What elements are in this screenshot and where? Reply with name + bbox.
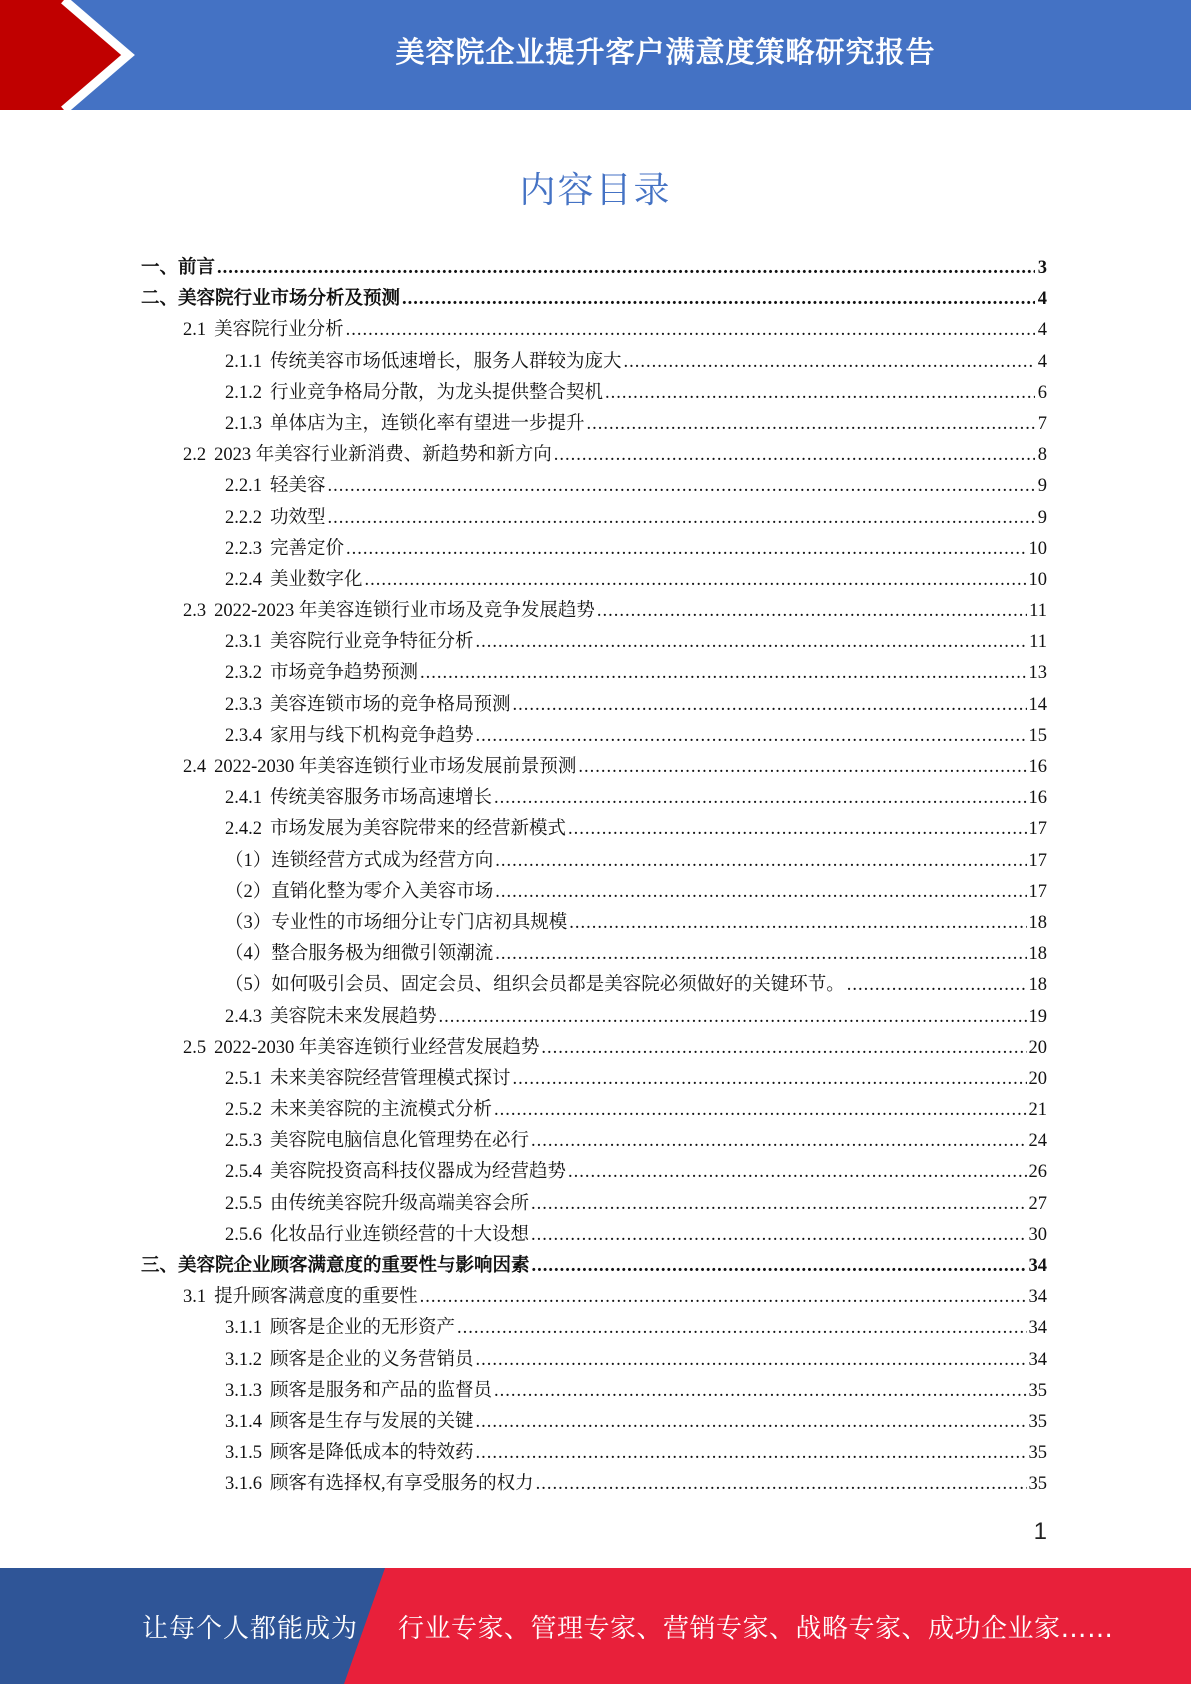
toc-entry-number: 2.3 bbox=[183, 601, 207, 622]
toc-dot-leader bbox=[476, 1412, 1027, 1433]
toc-entry-number: 2.4.2 bbox=[225, 819, 262, 840]
toc-entry-title: 化妆品行业连锁经营的十大设想 bbox=[270, 1224, 530, 1245]
toc-entry-number: 2.2 bbox=[183, 445, 207, 466]
toc-entry-title: 2022-2030 年美容连锁行业市场发展前景预测 bbox=[214, 757, 577, 777]
toc-entry[interactable] bbox=[141, 1220, 1047, 1251]
toc-dot-leader bbox=[597, 601, 1027, 622]
toc-dot-leader bbox=[346, 320, 1035, 341]
toc-entry-number: 2.3.3 bbox=[225, 694, 262, 715]
toc-dot-leader bbox=[495, 882, 1026, 903]
toc-entry[interactable] bbox=[141, 471, 1047, 502]
toc-dot-leader bbox=[531, 1194, 1026, 1215]
toc-entry-number: （3） bbox=[225, 912, 272, 933]
header-banner bbox=[0, 0, 1191, 110]
toc-entry-title: 顾客是企业的无形资产 bbox=[270, 1318, 456, 1339]
toc-entry-title: 市场发展为美容院带来的经营新模式 bbox=[270, 819, 567, 840]
toc-entry-number: 2.1.2 bbox=[225, 382, 262, 403]
footer-banner bbox=[0, 1568, 1191, 1684]
toc-entry[interactable] bbox=[141, 908, 1047, 939]
toc-entry[interactable] bbox=[141, 1438, 1047, 1469]
header-arrow-decoration bbox=[0, 0, 160, 110]
toc-entry-number: （1） bbox=[225, 850, 272, 871]
toc-entry[interactable] bbox=[141, 1469, 1047, 1500]
toc-entry-page: 35 bbox=[1028, 1443, 1047, 1464]
toc-entry[interactable] bbox=[141, 721, 1047, 752]
page-number: 1 bbox=[1033, 1518, 1047, 1545]
toc-entry[interactable] bbox=[141, 1126, 1047, 1157]
toc-entry-page: 20 bbox=[1028, 1068, 1047, 1089]
toc-entry-page: 34 bbox=[1028, 1287, 1047, 1308]
toc-dot-leader bbox=[587, 414, 1035, 435]
report-title: 美容院企业提升客户满意度策略研究报告 bbox=[395, 34, 936, 69]
toc-entry-page: 26 bbox=[1028, 1162, 1047, 1183]
toc-dot-leader bbox=[605, 383, 1035, 404]
toc-entry-title: 美业数字化 bbox=[270, 569, 363, 590]
toc-entry[interactable] bbox=[141, 1282, 1047, 1313]
toc-dot-leader bbox=[476, 1350, 1027, 1371]
footer-slogan-right: 行业专家、管理专家、营销专家、战略专家、成功企业家…… bbox=[398, 1613, 1114, 1644]
toc-entry-page: 11 bbox=[1029, 601, 1047, 622]
toc-entry-title: 行业竞争格局分散，为龙头提供整合契机 bbox=[270, 382, 604, 403]
toc-entry-number: 3.1.5 bbox=[225, 1443, 262, 1464]
toc-entry-title: 顾客是生存与发展的关键 bbox=[270, 1411, 474, 1432]
toc-dot-leader bbox=[578, 757, 1026, 778]
toc-entry[interactable] bbox=[141, 253, 1047, 284]
toc-entry-number: 2.3.2 bbox=[225, 663, 262, 684]
toc-entry-title: 完善定价 bbox=[270, 538, 345, 559]
toc-entry-page: 14 bbox=[1028, 694, 1047, 715]
toc-entry-page: 10 bbox=[1028, 569, 1047, 590]
toc-entry[interactable] bbox=[141, 1407, 1047, 1438]
toc-entry-number: 2.1.1 bbox=[225, 351, 262, 372]
toc-dot-leader bbox=[328, 508, 1035, 529]
toc-entry[interactable] bbox=[141, 315, 1047, 346]
toc-dot-leader bbox=[439, 1007, 1027, 1028]
toc-entry-page: 4 bbox=[1037, 351, 1047, 372]
toc-dot-leader bbox=[532, 1256, 1027, 1277]
toc-dot-leader bbox=[402, 289, 1035, 310]
toc-entry-number: 2.5.5 bbox=[225, 1193, 262, 1214]
toc-entry-number: 三、 bbox=[141, 1256, 179, 1276]
toc-dot-leader bbox=[568, 819, 1026, 840]
toc-entry-title: 美容院行业市场分析及预测 bbox=[178, 289, 401, 310]
toc-entry-page: 16 bbox=[1028, 757, 1047, 777]
toc-entry-page: 8 bbox=[1037, 445, 1047, 466]
toc-entry-number: 2.4.3 bbox=[225, 1006, 262, 1027]
toc-entry-page: 9 bbox=[1037, 476, 1047, 497]
toc-entry[interactable] bbox=[141, 409, 1047, 440]
toc-entry-number: 2.2.1 bbox=[225, 476, 262, 497]
toc-entry[interactable] bbox=[141, 284, 1047, 315]
toc-entry[interactable] bbox=[141, 814, 1047, 845]
toc-entry-number: 2.2.4 bbox=[225, 569, 262, 590]
toc-dot-leader bbox=[513, 695, 1027, 716]
toc-entry[interactable] bbox=[141, 1002, 1047, 1033]
toc-entry[interactable] bbox=[141, 1064, 1047, 1095]
toc-entry-title: 市场竞争趋势预测 bbox=[270, 663, 419, 684]
toc-entry-title: 专业性的市场细分让专门店初具规模 bbox=[271, 912, 568, 933]
toc-entry-title: 前言 bbox=[178, 258, 216, 278]
toc-entry[interactable] bbox=[141, 846, 1047, 877]
toc-dot-leader bbox=[513, 1069, 1027, 1090]
toc-entry-title: 直销化整为零介入美容市场 bbox=[271, 881, 494, 902]
toc-entry-number: 2.5 bbox=[183, 1037, 207, 1058]
toc-dot-leader bbox=[420, 1287, 1027, 1308]
toc-entry-page: 4 bbox=[1037, 320, 1047, 341]
toc-entry-number: 2.5.4 bbox=[225, 1162, 262, 1183]
toc-entry-number: 2.4 bbox=[183, 757, 207, 777]
toc-entry-number: （2） bbox=[225, 881, 272, 902]
toc-entry-page: 17 bbox=[1028, 850, 1047, 871]
toc-entry-title: 美容院企业顾客满意度的重要性与影响因素 bbox=[178, 1256, 530, 1276]
toc-entry-title: 美容院未来发展趋势 bbox=[270, 1006, 437, 1027]
toc-entry[interactable] bbox=[141, 347, 1047, 378]
toc-entry[interactable] bbox=[141, 658, 1047, 689]
toc-dot-leader bbox=[476, 726, 1027, 747]
toc-entry-number: 2.5.2 bbox=[225, 1100, 262, 1121]
toc-entry-page: 13 bbox=[1028, 663, 1047, 684]
toc-dot-leader bbox=[346, 539, 1026, 560]
toc-entry-page: 35 bbox=[1028, 1474, 1047, 1495]
toc-entry-page: 34 bbox=[1028, 1318, 1047, 1339]
toc-entry-title: 美容院电脑信息化管理势在必行 bbox=[270, 1131, 530, 1152]
toc-entry-title: 轻美容 bbox=[270, 476, 326, 497]
toc-entry[interactable] bbox=[141, 596, 1047, 627]
toc-entry-page: 17 bbox=[1028, 881, 1047, 902]
toc-entry[interactable] bbox=[141, 1189, 1047, 1220]
toc-entry-number: 2.2.2 bbox=[225, 507, 262, 528]
toc-entry-number: 3.1.6 bbox=[225, 1474, 262, 1495]
toc-entry[interactable] bbox=[141, 440, 1047, 471]
toc-entry-page: 35 bbox=[1028, 1380, 1047, 1401]
toc-entry[interactable] bbox=[141, 565, 1047, 596]
toc-dot-leader bbox=[365, 570, 1027, 591]
toc-entry-title: 美容院投资高科技仪器成为经营趋势 bbox=[270, 1162, 567, 1183]
toc-entry-title: 2022-2023 年美容连锁行业市场及竞争发展趋势 bbox=[214, 601, 595, 622]
toc-dot-leader bbox=[217, 258, 1035, 279]
toc-entry-title: 功效型 bbox=[270, 507, 326, 528]
toc-entry-number: 2.3.4 bbox=[225, 725, 262, 746]
toc-entry-number: 2.3.1 bbox=[225, 632, 262, 653]
toc-entry-number: 2.5.6 bbox=[225, 1224, 262, 1245]
toc-entry-number: 2.5.1 bbox=[225, 1068, 262, 1089]
toc-entry-title: 未来美容院经营管理模式探讨 bbox=[270, 1068, 511, 1089]
toc-entry[interactable] bbox=[141, 1313, 1047, 1344]
toc-dot-leader bbox=[495, 851, 1026, 872]
toc-entry-title: 传统美容市场低速增长，服务人群较为庞大 bbox=[270, 351, 622, 372]
toc-dot-leader bbox=[457, 1318, 1026, 1339]
toc-entry[interactable] bbox=[141, 1157, 1047, 1188]
toc-entry-number: （5） bbox=[225, 975, 272, 996]
toc-entry-title: 2022-2030 年美容连锁行业经营发展趋势 bbox=[214, 1037, 540, 1058]
toc-entry[interactable] bbox=[141, 534, 1047, 565]
toc-entry-page: 34 bbox=[1028, 1349, 1047, 1370]
toc-dot-leader bbox=[476, 632, 1028, 653]
toc-entry-title: 未来美容院的主流模式分析 bbox=[270, 1100, 493, 1121]
toc-entry-number: （4） bbox=[225, 944, 272, 965]
toc-entry-number: 3.1.3 bbox=[225, 1380, 262, 1401]
toc-entry-number: 2.1.3 bbox=[225, 413, 262, 434]
toc-entry[interactable] bbox=[141, 970, 1047, 1001]
toc-entry-page: 4 bbox=[1037, 289, 1047, 310]
toc-entry-number: 3.1 bbox=[183, 1287, 207, 1308]
toc-entry-title: 美容院行业竞争特征分析 bbox=[270, 632, 474, 653]
toc-entry[interactable] bbox=[141, 1095, 1047, 1126]
toc-entry-page: 11 bbox=[1029, 632, 1047, 653]
toc-dot-leader bbox=[531, 1225, 1026, 1246]
toc-entry-title: 提升顾客满意度的重要性 bbox=[214, 1287, 418, 1308]
toc-entry-title: 单体店为主，连锁化率有望进一步提升 bbox=[270, 413, 585, 434]
toc-entry-title: 2023 年美容行业新消费、新趋势和新方向 bbox=[214, 445, 552, 466]
toc-entry-title: 顾客是服务和产品的监督员 bbox=[270, 1380, 493, 1401]
toc-entry-title: 美容连锁市场的竞争格局预测 bbox=[270, 694, 511, 715]
toc-entry[interactable] bbox=[141, 1345, 1047, 1376]
toc-entry-page: 20 bbox=[1028, 1037, 1047, 1058]
footer-slogan-left: 让每个人都能成为 bbox=[142, 1613, 359, 1644]
toc-entry-page: 18 bbox=[1028, 975, 1047, 996]
toc-entry-page: 16 bbox=[1028, 788, 1047, 809]
toc-entry-page: 7 bbox=[1037, 413, 1047, 434]
table-of-contents bbox=[141, 253, 1047, 1501]
toc-dot-leader bbox=[536, 1474, 1027, 1495]
toc-dot-leader bbox=[624, 352, 1035, 373]
toc-entry-title: 顾客有选择权,有享受服务的权力 bbox=[270, 1474, 534, 1495]
toc-entry[interactable] bbox=[141, 1376, 1047, 1407]
toc-entry[interactable] bbox=[141, 783, 1047, 814]
toc-entry-title: 整合服务极为细微引领潮流 bbox=[271, 944, 494, 965]
toc-entry-title: 由传统美容院升级高端美容会所 bbox=[270, 1193, 530, 1214]
toc-entry[interactable] bbox=[141, 1033, 1047, 1064]
toc-entry-number: 2.1 bbox=[183, 320, 207, 341]
toc-dot-leader bbox=[328, 476, 1035, 497]
toc-entry-title: 顾客是企业的义务营销员 bbox=[270, 1349, 474, 1370]
toc-dot-leader bbox=[494, 1100, 1026, 1121]
toc-entry-number: 2.5.3 bbox=[225, 1131, 262, 1152]
toc-entry[interactable] bbox=[141, 690, 1047, 721]
toc-entry-page: 3 bbox=[1037, 258, 1047, 278]
toc-entry-title: 传统美容服务市场高速增长 bbox=[270, 788, 493, 809]
toc-entry[interactable] bbox=[141, 752, 1047, 783]
toc-dot-leader bbox=[495, 944, 1026, 965]
toc-dot-leader bbox=[420, 663, 1026, 684]
toc-entry-page: 30 bbox=[1028, 1224, 1047, 1245]
toc-entry-page: 34 bbox=[1028, 1256, 1047, 1276]
toc-entry-number: 一、 bbox=[141, 258, 179, 278]
toc-dot-leader bbox=[569, 913, 1026, 934]
toc-entry-title: 美容院行业分析 bbox=[214, 320, 344, 341]
toc-dot-leader bbox=[554, 445, 1035, 466]
toc-entry-page: 9 bbox=[1037, 507, 1047, 528]
toc-dot-leader bbox=[541, 1038, 1026, 1059]
toc-entry[interactable] bbox=[141, 1251, 1047, 1282]
toc-entry-page: 6 bbox=[1037, 382, 1047, 403]
toc-entry[interactable] bbox=[141, 378, 1047, 409]
toc-dot-leader bbox=[531, 1131, 1026, 1152]
toc-entry-page: 21 bbox=[1028, 1100, 1047, 1121]
toc-entry-title: 顾客是降低成本的特效药 bbox=[270, 1443, 474, 1464]
toc-entry[interactable] bbox=[141, 503, 1047, 534]
toc-entry-number: 2.2.3 bbox=[225, 538, 262, 559]
toc-entry[interactable] bbox=[141, 939, 1047, 970]
toc-entry-page: 19 bbox=[1028, 1006, 1047, 1027]
toc-entry-page: 18 bbox=[1028, 944, 1047, 965]
toc-entry-number: 2.4.1 bbox=[225, 788, 262, 809]
toc-entry-number: 3.1.1 bbox=[225, 1318, 262, 1339]
toc-dot-leader bbox=[476, 1443, 1027, 1464]
toc-entry-page: 24 bbox=[1028, 1131, 1047, 1152]
toc-dot-leader bbox=[494, 788, 1026, 809]
toc-entry-page: 17 bbox=[1028, 819, 1047, 840]
toc-entry-number: 二、 bbox=[141, 289, 179, 310]
toc-entry-number: 3.1.4 bbox=[225, 1411, 262, 1432]
toc-entry[interactable] bbox=[141, 627, 1047, 658]
toc-entry[interactable] bbox=[141, 877, 1047, 908]
toc-entry-page: 18 bbox=[1028, 912, 1047, 933]
toc-entry-title: 家用与线下机构竞争趋势 bbox=[270, 725, 474, 746]
toc-dot-leader bbox=[847, 975, 1027, 996]
toc-entry-title: 如何吸引会员、固定会员、组织会员都是美容院必须做好的关键环节。 bbox=[271, 975, 845, 996]
toc-dot-leader bbox=[494, 1381, 1026, 1402]
toc-heading: 内容目录 bbox=[519, 170, 672, 211]
toc-entry-number: 3.1.2 bbox=[225, 1349, 262, 1370]
toc-dot-leader bbox=[568, 1162, 1026, 1183]
toc-entry-page: 10 bbox=[1028, 538, 1047, 559]
toc-entry-page: 27 bbox=[1028, 1193, 1047, 1214]
toc-entry-page: 15 bbox=[1028, 725, 1047, 746]
toc-entry-title: 连锁经营方式成为经营方向 bbox=[271, 850, 494, 871]
toc-entry-page: 35 bbox=[1028, 1411, 1047, 1432]
